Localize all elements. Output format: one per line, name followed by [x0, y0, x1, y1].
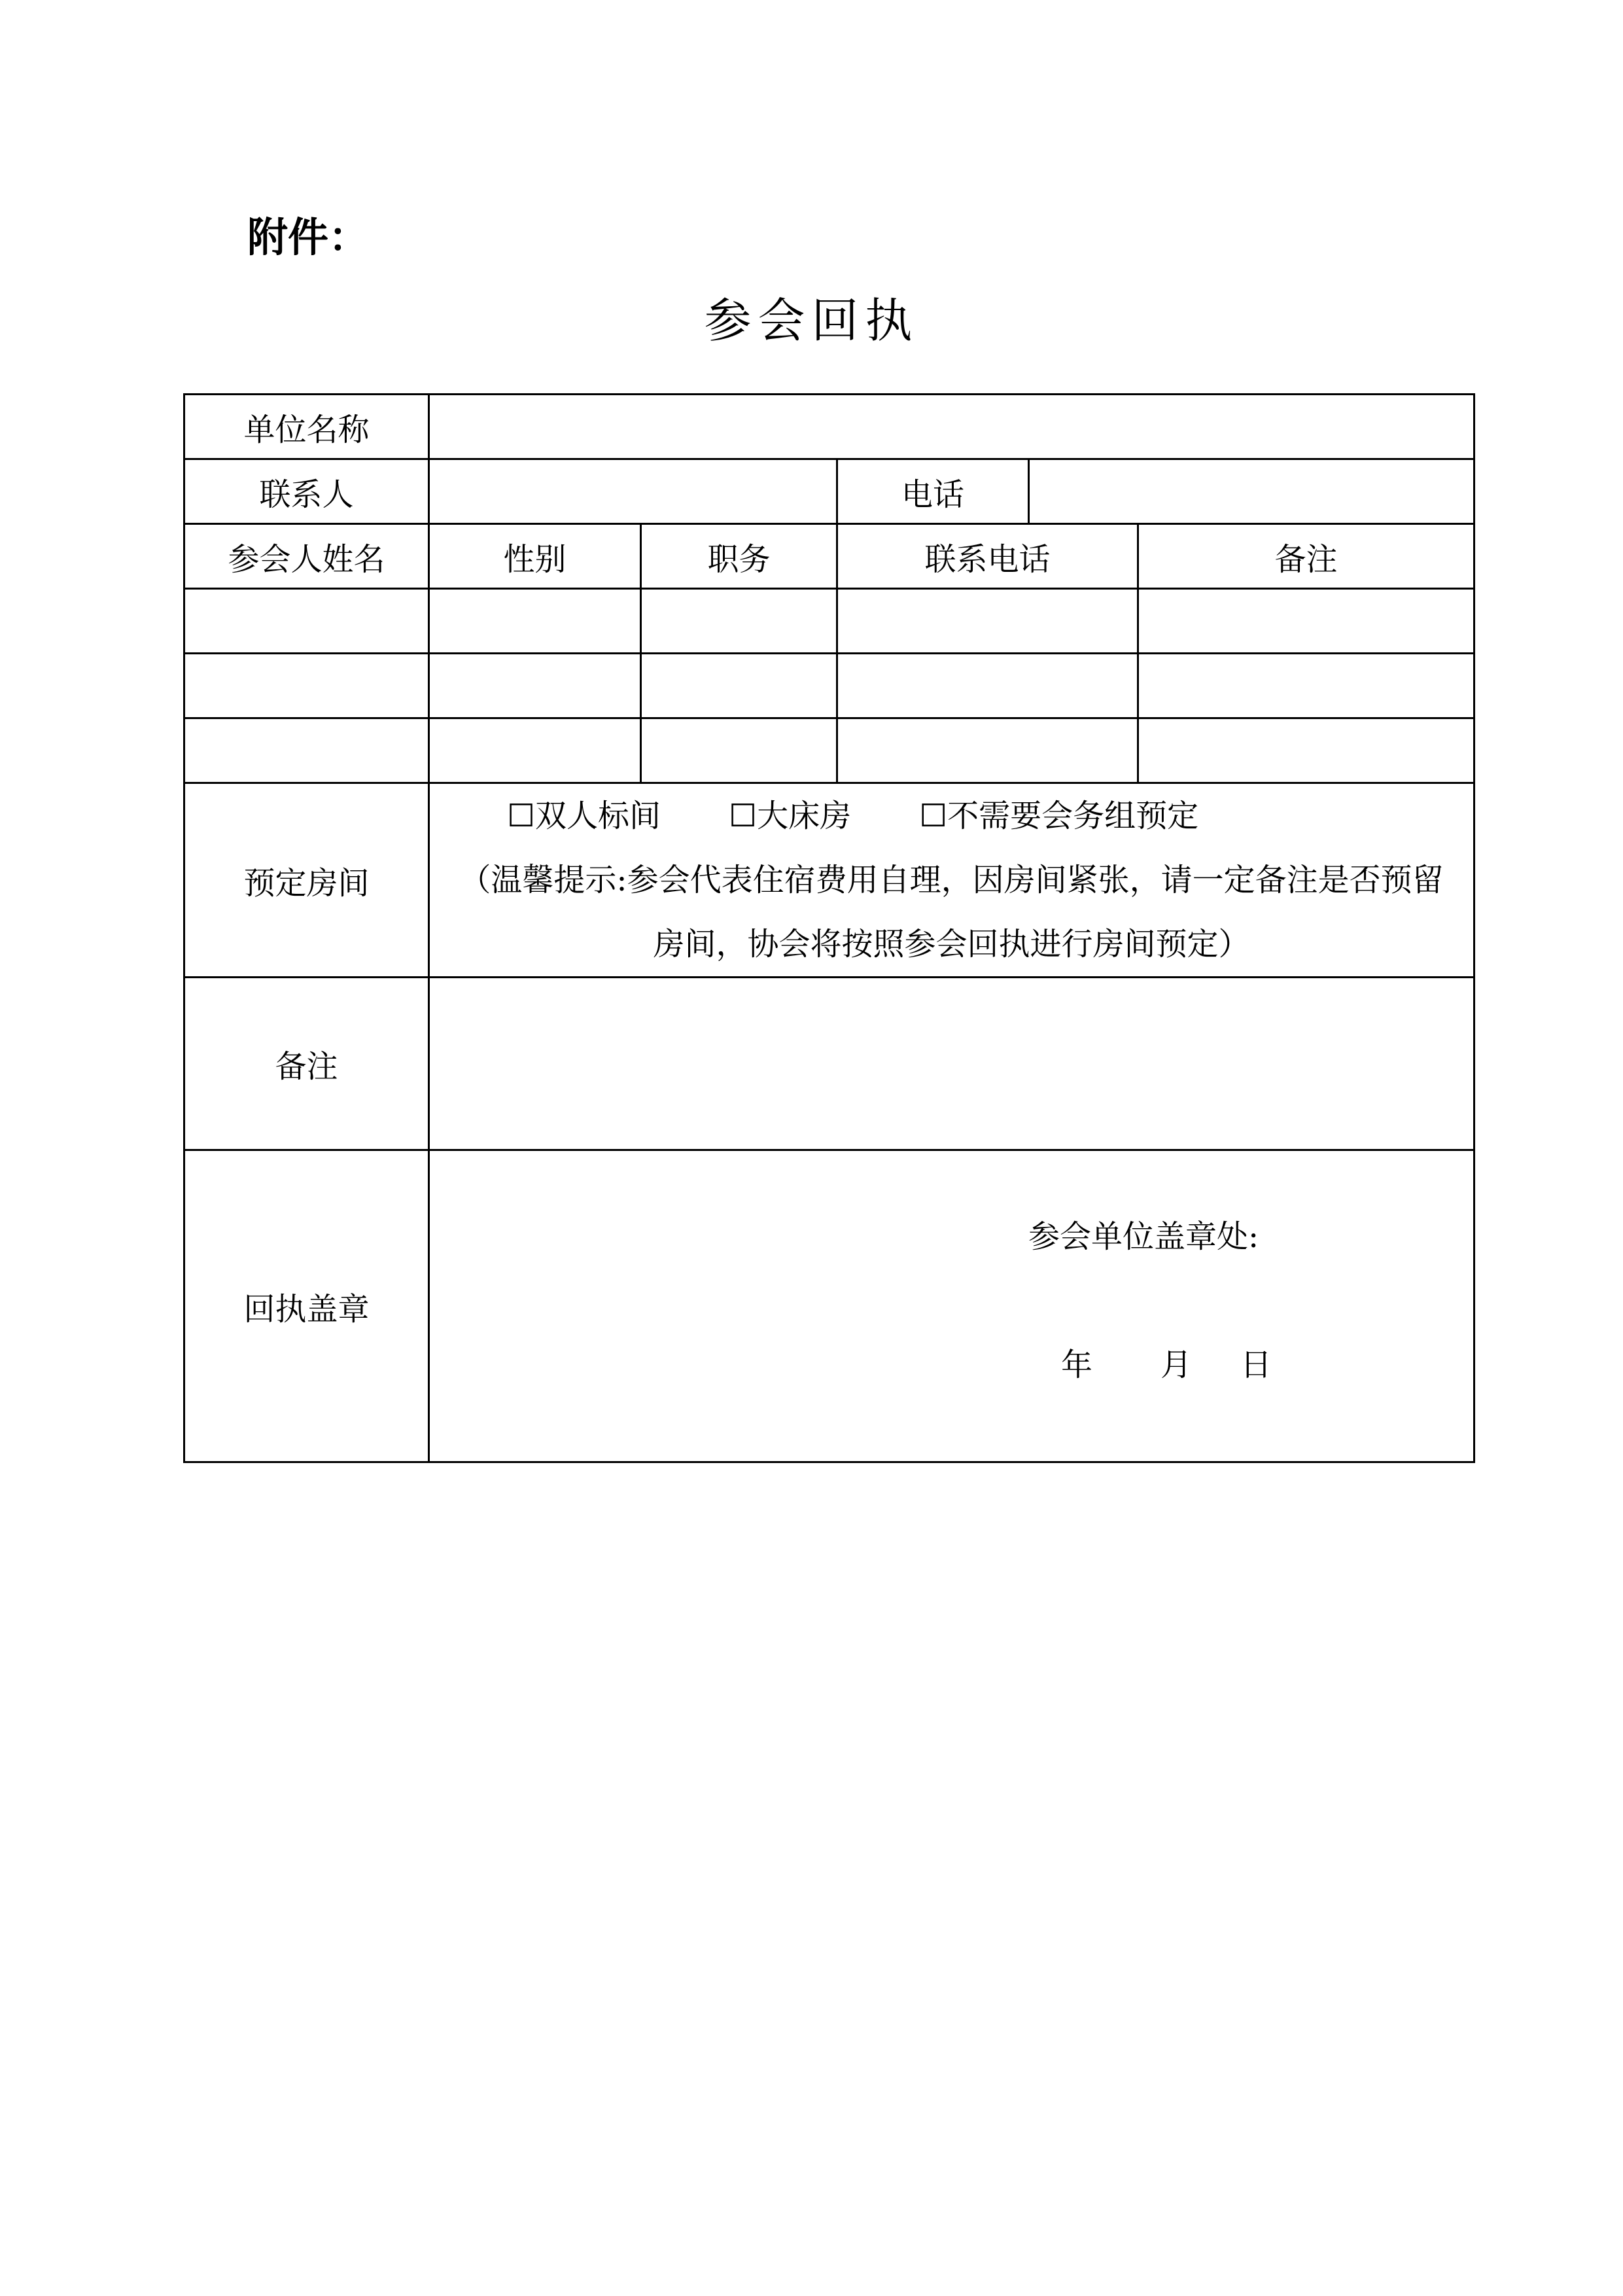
remarks-field[interactable]: [429, 978, 1475, 1150]
attendee-name-cell[interactable]: [184, 718, 429, 783]
king-room-checkbox[interactable]: ☐大床房: [729, 798, 852, 834]
attendee-remarks-cell[interactable]: [1138, 589, 1475, 654]
attendee-phone-cell[interactable]: [837, 589, 1138, 654]
room-booking-label: 预定房间: [184, 783, 429, 978]
column-header-gender: 性别: [429, 524, 641, 589]
column-header-remarks: 备注: [1138, 524, 1475, 589]
date-day: 日: [1240, 1346, 1272, 1383]
seal-date: [1061, 1339, 1272, 1385]
page-title: 参会回执: [704, 293, 919, 348]
remarks-label: 备注: [184, 978, 429, 1150]
attendee-position-cell[interactable]: [641, 589, 837, 654]
attendee-gender-cell[interactable]: [429, 718, 641, 783]
seal-row: [184, 1150, 1475, 1462]
seal-cell[interactable]: [429, 1150, 1475, 1462]
contact-row: [184, 459, 1475, 524]
attendee-name-cell[interactable]: [184, 589, 429, 654]
attendee-remarks-cell[interactable]: [1138, 654, 1475, 718]
column-header-contact-phone: 联系电话: [837, 524, 1138, 589]
contact-label: 联系人: [184, 459, 429, 524]
seal-stamp-text: 参会单位盖章处:: [1028, 1218, 1259, 1255]
room-tip-line-1: （温馨提示:参会代表住宿费用自理，因房间紧张，请一定备注是否预留: [459, 862, 1444, 898]
attendee-gender-cell[interactable]: [429, 654, 641, 718]
attendee-phone-cell[interactable]: [837, 718, 1138, 783]
unit-name-row: [184, 395, 1475, 459]
attendee-header-row: [184, 524, 1475, 589]
room-options: [430, 784, 1473, 848]
attendee-position-cell[interactable]: [641, 718, 837, 783]
room-tip-line-2: 房间，协会将按照参会回执进行房间预定）: [653, 926, 1250, 963]
attachment-label: 附件：: [247, 213, 370, 261]
attendee-position-cell[interactable]: [641, 654, 837, 718]
reply-form-table: [183, 393, 1475, 1463]
date-year: 年: [1061, 1346, 1093, 1383]
column-header-position: 职务: [641, 524, 837, 589]
contact-field[interactable]: [429, 459, 837, 524]
unit-name-field[interactable]: [429, 395, 1475, 459]
phone-label: 电话: [837, 459, 1029, 524]
room-booking-row: [184, 783, 1475, 978]
attendee-name-cell[interactable]: [184, 654, 429, 718]
seal-label: 回执盖章: [184, 1150, 429, 1462]
phone-field[interactable]: [1029, 459, 1475, 524]
date-month: 月: [1161, 1346, 1193, 1383]
seal-area: [430, 1152, 1473, 1460]
twin-room-checkbox[interactable]: ☐双人标间: [507, 798, 661, 834]
room-booking-cell: [429, 783, 1475, 978]
attendee-row: [184, 718, 1475, 783]
remarks-row: [184, 978, 1475, 1150]
attendee-row: [184, 654, 1475, 718]
attendee-remarks-cell[interactable]: [1138, 718, 1475, 783]
attendee-phone-cell[interactable]: [837, 654, 1138, 718]
attendee-gender-cell[interactable]: [429, 589, 641, 654]
column-header-attendee-name: 参会人姓名: [184, 524, 429, 589]
attendee-row: [184, 589, 1475, 654]
no-booking-checkbox[interactable]: ☐不需要会务组预定: [919, 798, 1199, 834]
unit-name-label: 单位名称: [184, 395, 429, 459]
